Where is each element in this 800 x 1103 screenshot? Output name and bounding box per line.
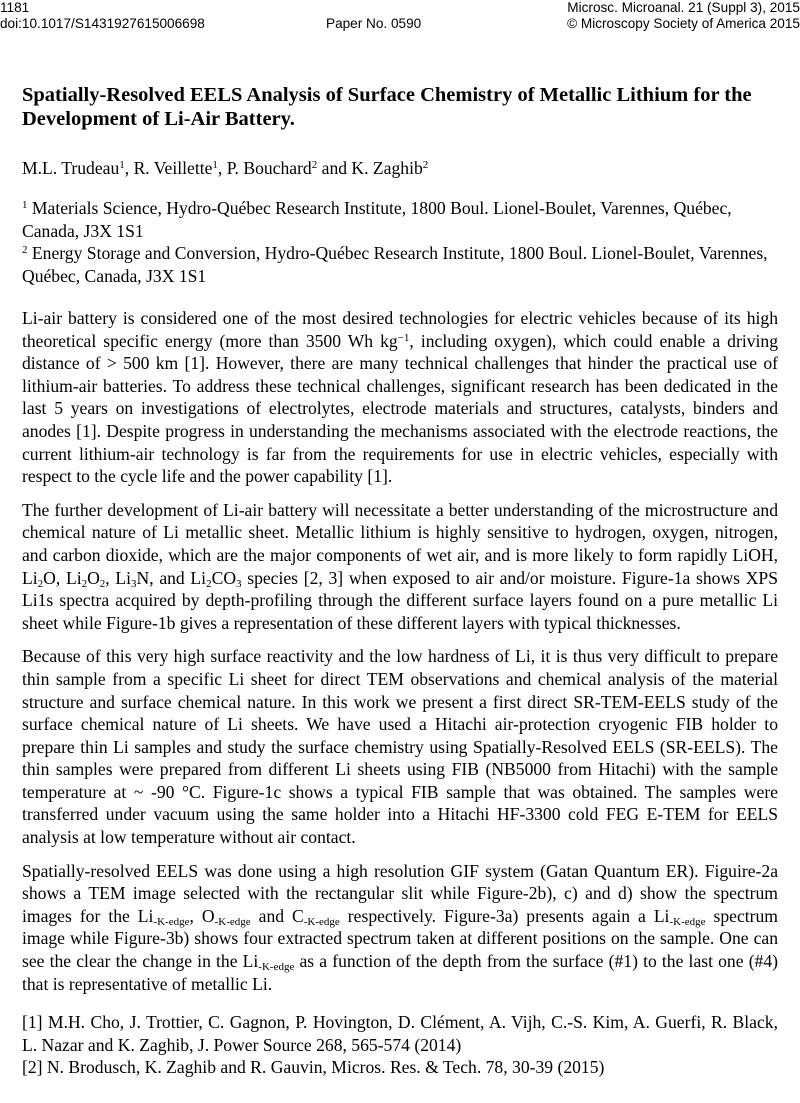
- text-run: Energy Storage and Conversion, Hydro-Québec Research Institute, 1800 Boul. Lionel-Boulet, Varennes, Québec, Canada, J3X 1S1: [22, 243, 768, 286]
- paragraph-intro: [22, 307, 778, 488]
- subscript: 3: [131, 577, 137, 590]
- text-run: Because of this very high surface reactivity and the low hardness of Li, it is thus very difficult to prepare thin sample from a specific Li sheet for direct TEM observations and chemical analysis of the material structure and surface chemical nature. In this work we present a first direct SR-TEM-EELS study of the surface chemical nature of Li sheets. We have used a Hitachi air-protection cryogenic FIB holder to prepare thin Li samples and study the surface chemistry using Spatially-Resolved EELS (SR-EELS). The thin samples were prepared from different Li sheets using FIB (NB5000 from Hitachi) with the sample temperature at ~ -90 °C. Figure-1c shows a typical FIB sample that was obtained. The samples were transferred under vacuum using the same holder into a Hitachi HF-3300 cold FEG E-TEM for EELS analysis at low temperature without air contact.: [22, 646, 778, 848]
- running-header-top: [0, 0, 800, 16]
- subscript: 2: [206, 577, 212, 590]
- paragraph-eels-results: [22, 860, 778, 996]
- text-run: species [2, 3] when exposed to air and/or moisture. Figure-1a shows XPS Li1s spectra acquired by depth-profiling through the different surface layers found on a pure metallic Li sheet while Figure-1b gives a representation of these different layers with typical thicknesses.: [22, 567, 778, 633]
- superscript: 2: [311, 159, 318, 171]
- copyright: © Microscopy Society of America 2015: [567, 16, 800, 31]
- page-number: 1181: [0, 0, 30, 15]
- text-run: O: [87, 567, 100, 588]
- paragraph-methods: [22, 645, 778, 848]
- text-run: M.L. Trudeau: [22, 158, 120, 178]
- text-run: respectively. Figure-3a) presents again a Li: [339, 905, 670, 926]
- text-run: Spatially-resolved EELS was done using a high resolution GIF system (Gatan Quantum ER). Figuire-2a shows a TEM image selected with the rectangular slit while Figure-2b), c) and d) show the spectrum images for the Li: [22, 860, 778, 926]
- subscript: -K-edge: [214, 915, 251, 928]
- paragraph-surface-layers: [22, 499, 778, 635]
- running-header-bottom: [0, 16, 800, 32]
- text-run: O, Li: [43, 567, 82, 588]
- subscript: 3: [236, 577, 242, 590]
- superscript: 2: [422, 159, 429, 171]
- text-run: spectrum image while Figure-3b) shows four extracted spectrum taken at different positions on the sample. One can see the clear the change in the Li: [22, 905, 778, 972]
- superscript: 1: [22, 199, 28, 211]
- superscript: 1: [212, 159, 218, 171]
- superscript: 2: [22, 244, 28, 256]
- journal-citation: Microsc. Microanal. 21 (Suppl 3), 2015: [567, 0, 800, 15]
- text-run: , O: [189, 905, 215, 926]
- text-run: and K. Zaghib: [317, 158, 423, 178]
- text-run: Li-air battery is considered one of the most desired technologies for electric vehicles because of its high theoretical specific energy (more than 3500 Wh kg: [22, 308, 778, 351]
- subscript: 2: [99, 577, 106, 590]
- subscript: -K-edge: [153, 915, 190, 928]
- text-run: , including oxygen), which could enable a driving distance of > 500 km [1]. However, there are many technical challenges that hinder the practical use of lithium-air batteries. To address these technical challenges, significant research has been dedicated in the last 5 years on investigations of electrolytes, electrode materials and structures, catalysts, binders and anodes [1]. Despite progress in understanding the mechanisms associated with the electrode reactions, the current lithium-air technology is far from the requirements for use in electric vehicles, especially with respect to the cycle life and the power capability [1].: [22, 330, 778, 487]
- subscript: -K-edge: [258, 961, 295, 974]
- text-run: N, and Li: [136, 567, 207, 588]
- affiliation-1: [22, 197, 778, 242]
- superscript: −1: [397, 331, 410, 344]
- article-body: [22, 83, 778, 1079]
- text-run: as a function of the depth from the surface (#1) to the last one (#4) that is representative of metallic Li.: [22, 951, 779, 994]
- reference-2: [22, 1056, 778, 1079]
- authors: [22, 157, 778, 179]
- text-run: [2] N. Brodusch, K. Zaghib and R. Gauvin, Micros. Res. & Tech. 78, 30-39 (2015): [22, 1057, 605, 1078]
- text-run: , P. Bouchard: [217, 158, 312, 178]
- subscript: -K-edge: [303, 915, 340, 928]
- text-run: CO: [211, 567, 237, 588]
- text-run: Materials Science, Hydro-Québec Research Institute, 1800 Boul. Lionel-Boulet, Varennes, Québec, Canada, J3X 1S1: [22, 198, 732, 241]
- paper-title: Spatially-Resolved EELS Analysis of Surface Chemistry of Metallic Lithium for the Development of Li-Air Battery.: [22, 84, 752, 130]
- text-run: , R. Veillette: [124, 158, 213, 178]
- subscript: 2: [81, 577, 88, 590]
- subscript: -K-edge: [669, 915, 706, 928]
- subscript: 2: [37, 577, 44, 590]
- text-run: and C: [250, 905, 304, 926]
- text-run: , Li: [105, 567, 132, 588]
- superscript: 1: [119, 159, 125, 171]
- reference-1: [22, 1011, 778, 1056]
- text-run: [1] M.H. Cho, J. Trottier, C. Gagnon, P. Hovington, D. Clément, A. Vijh, C.-S. Kim, A. Guerfi, R. Black, L. Nazar and K. Zaghib, J. Power Source 268, 565-574 (2014): [22, 1012, 778, 1055]
- paper-number: Paper No. 0590: [326, 16, 422, 31]
- text-run: The further development of Li-air battery will necessitate a better understanding of the microstructure and chemical nature of Li metallic sheet. Metallic lithium is highly sensitive to hydrogen, oxygen, nitrogen, and carbon dioxide, which are the major components of wet air, and is more likely to form rapidly LiOH, Li: [22, 499, 778, 588]
- doi: doi:10.1017/S1431927615006698: [0, 16, 205, 31]
- affiliation-2: [22, 242, 778, 287]
